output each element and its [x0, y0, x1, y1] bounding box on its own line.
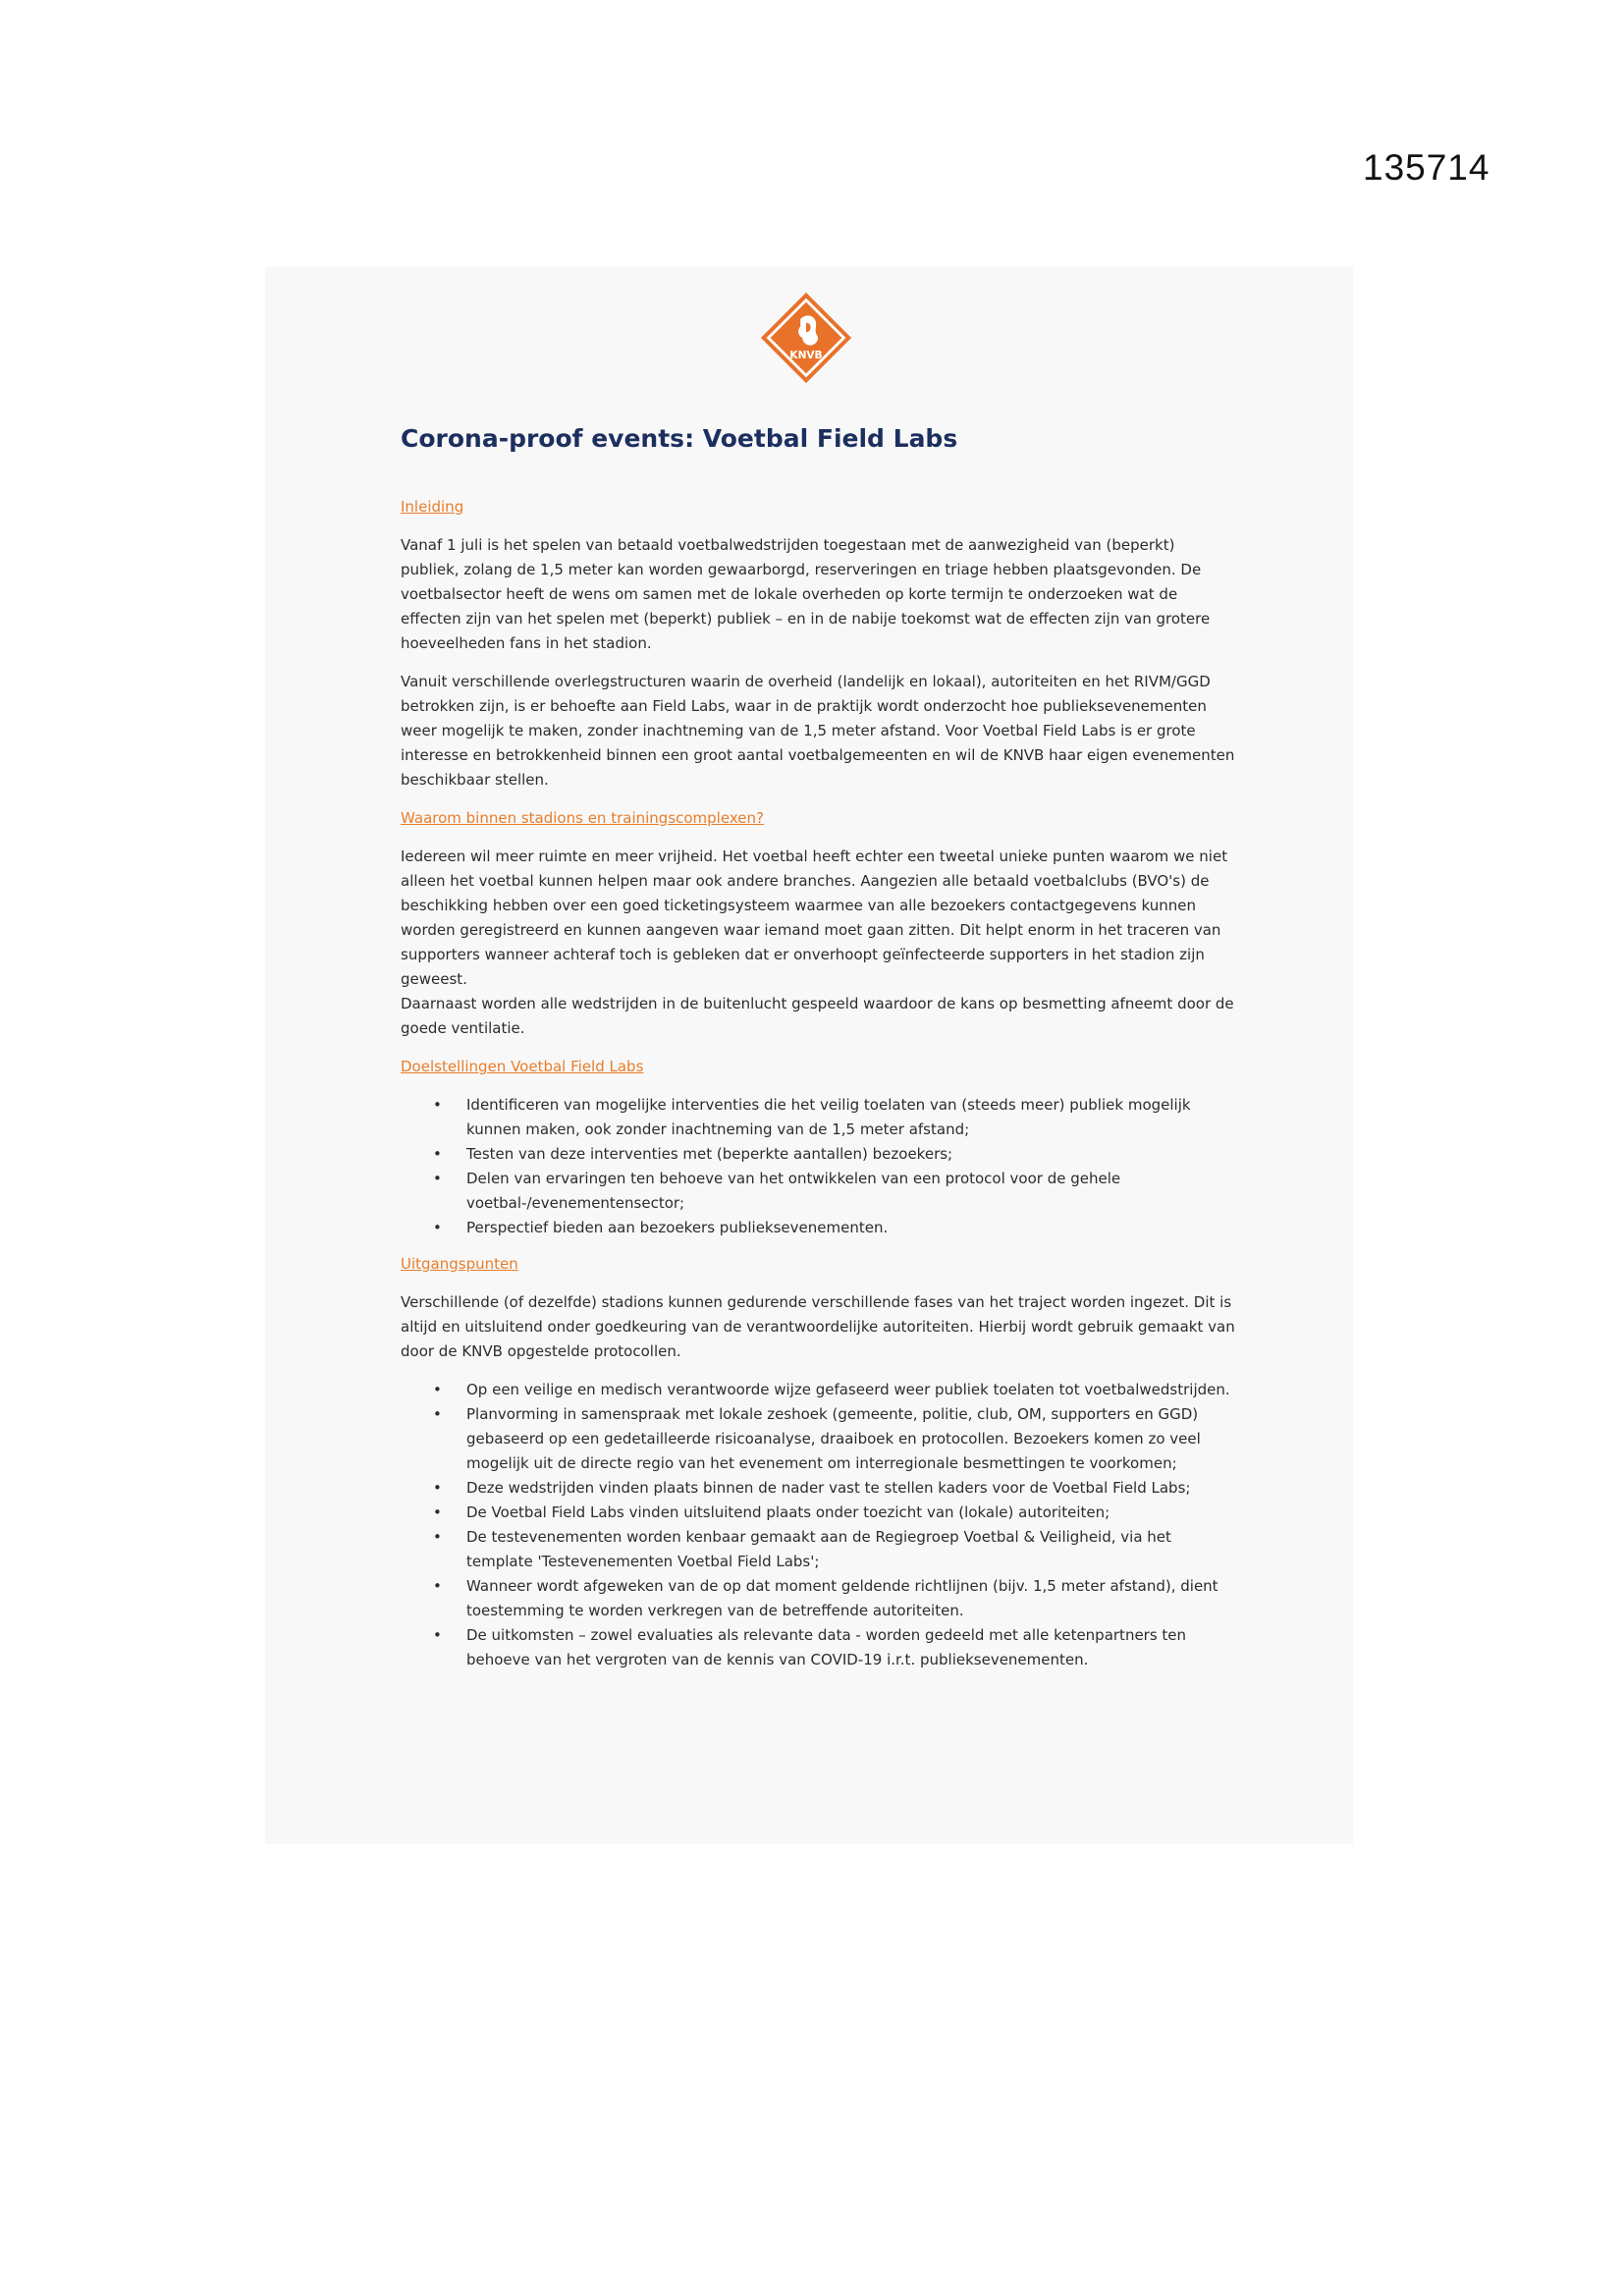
- waarom-paragraph-2: Daarnaast worden alle wedstrijden in de buitenlucht gespeeld waardoor de kans op besmetting afneemt door de goede ventilatie.: [401, 995, 1234, 1037]
- uitgangspunten-list: [401, 1378, 1237, 1672]
- list-item: • Testen van deze interventies met (beperkte aantallen) bezoekers;: [433, 1145, 953, 1163]
- list-item: • De Voetbal Field Labs vinden uitsluitend plaats onder toezicht van (lokale) autoriteiten;: [433, 1503, 1110, 1521]
- uitgangspunten-paragraph: Verschillende (of dezelfde) stadions kunnen gedurende verschillende fases van het traject worden ingezet. Dit is altijd en uitsluitend onder goedkeuring van de verantwoordelijke autoriteiten. Hierbij wordt gebruik gemaakt van door de KNVB opgestelde protocollen.: [401, 1293, 1235, 1360]
- list-item-text: Identificeren van mogelijke interventies die het veilig toelaten van (steeds meer) publiek mogelijk kunnen maken, ook zonder inachtneming van de 1,5 meter afstand;: [466, 1096, 1191, 1138]
- logo-text: KNVB: [789, 350, 823, 362]
- list-item-text: Wanneer wordt afgeweken van de op dat moment geldende richtlijnen (bijv. 1,5 meter afstand), dient toestemming te worden verkregen van de betreffende autoriteiten.: [466, 1577, 1218, 1619]
- heading-doelstellingen: Doelstellingen Voetbal Field Labs: [401, 1058, 644, 1075]
- list-item-text: Testen van deze interventies met (beperkte aantallen) bezoekers;: [466, 1145, 953, 1163]
- list-item-text: Op een veilige en medisch verantwoorde wijze gefaseerd weer publiek toelaten tot voetbalwedstrijden.: [466, 1381, 1230, 1398]
- list-item: • De testevenementen worden kenbaar gemaakt aan de Regiegroep Voetbal & Veiligheid, via het template 'Testevenementen Voetbal Field Labs';: [433, 1528, 1171, 1570]
- list-item: • Identificeren van mogelijke interventies die het veilig toelaten van (steeds meer) publiek mogelijk kunnen maken, ook zonder inachtneming van de 1,5 meter afstand;: [433, 1096, 1191, 1138]
- list-item-text: De testevenementen worden kenbaar gemaakt aan de Regiegroep Voetbal & Veiligheid, via het template 'Testevenementen Voetbal Field Labs';: [466, 1528, 1171, 1570]
- list-item-text: Planvorming in samenspraak met lokale zeshoek (gemeente, politie, club, OM, supporters en GGD) gebaseerd op een gedetailleerde risicoanalyse, draaiboek en protocollen. Bezoekers komen zo veel mogelijk uit de directe regio van het evenement om interregionale besmettingen te voorkomen;: [466, 1405, 1201, 1472]
- list-item: • Wanneer wordt afgeweken van de op dat moment geldende richtlijnen (bijv. 1,5 meter afstand), dient toestemming te worden verkregen van de betreffende autoriteiten.: [433, 1577, 1218, 1619]
- heading-waarom: Waarom binnen stadions en trainingscomplexen?: [401, 809, 764, 827]
- list-item: • Op een veilige en medisch verantwoorde wijze gefaseerd weer publiek toelaten tot voetbalwedstrijden.: [433, 1381, 1230, 1398]
- list-item-text: De Voetbal Field Labs vinden uitsluitend plaats onder toezicht van (lokale) autoriteiten;: [466, 1503, 1110, 1521]
- waarom-paragraph-1: Iedereen wil meer ruimte en meer vrijheid. Het voetbal heeft echter een tweetal unieke punten waarom we niet alleen het voetbal kunnen helpen maar ook andere branches. Aangezien alle betaald voetbalclubs (BVO's) de beschikking hebben over een goed ticketingsysteem waarmee van alle bezoekers contactgegevens kunnen worden geregistreerd en kunnen aangeven waar iemand moet gaan zitten. Dit helpt enorm in het traceren van supporters wanneer achteraf toch is gebleken dat er onverhoopt geïnfecteerde supporters in het stadion zijn geweest.: [401, 847, 1228, 988]
- list-item: • Planvorming in samenspraak met lokale zeshoek (gemeente, politie, club, OM, supporters en GGD) gebaseerd op een gedetailleerde risicoanalyse, draaiboek en protocollen. Bezoekers komen zo veel mogelijk uit de directe regio van het evenement om interregionale besmettingen te voorkomen;: [433, 1405, 1201, 1472]
- list-item-text: De uitkomsten – zowel evaluaties als relevante data - worden gedeeld met alle ketenpartners ten behoeve van het vergroten van de kennis van COVID-19 i.r.t. publieksevenementen.: [466, 1626, 1187, 1668]
- inleiding-paragraph-1: Vanaf 1 juli is het spelen van betaald voetbalwedstrijden toegestaan met de aanwezigheid van (beperkt) publiek, zolang de 1,5 meter kan worden gewaarborgd, reserveringen en triage hebben plaatsgevonden. De voetbalsector heeft de wens om samen met de lokale overheden op korte termijn te onderzoeken wat de effecten zijn van het spelen met (beperkt) publiek – en in de nabije toekomst wat de effecten zijn van grotere hoeveelheden fans in het stadion.: [401, 536, 1211, 652]
- list-item: • Deze wedstrijden vinden plaats binnen de nader vast te stellen kaders voor de Voetbal Field Labs;: [433, 1479, 1191, 1497]
- list-item-text: Deze wedstrijden vinden plaats binnen de nader vast te stellen kaders voor de Voetbal Field Labs;: [466, 1479, 1191, 1497]
- document-title: Corona-proof events: Voetbal Field Labs: [401, 424, 958, 453]
- list-item-text: Perspectief bieden aan bezoekers publieksevenementen.: [466, 1219, 889, 1236]
- document-body: [401, 422, 1237, 1684]
- knvb-logo: [759, 291, 853, 385]
- page-number: 135714: [1363, 147, 1490, 188]
- list-item: • De uitkomsten – zowel evaluaties als relevante data - worden gedeeld met alle ketenpartners ten behoeve van het vergroten van de kennis van COVID-19 i.r.t. publieksevenementen.: [433, 1626, 1187, 1668]
- list-item: • Delen van ervaringen ten behoeve van het ontwikkelen van een protocol voor de gehele voetbal-/evenementensector;: [433, 1170, 1121, 1212]
- list-item: • Perspectief bieden aan bezoekers publieksevenementen.: [433, 1219, 889, 1236]
- heading-uitgangspunten: Uitgangspunten: [401, 1255, 518, 1273]
- doelstellingen-list: [401, 1093, 1237, 1240]
- heading-inleiding: Inleiding: [401, 498, 464, 516]
- inleiding-paragraph-2: Vanuit verschillende overlegstructuren waarin de overheid (landelijk en lokaal), autoriteiten en het RIVM/GGD betrokken zijn, is er behoefte aan Field Labs, waar in de praktijk wordt onderzocht hoe publieksevenementen weer mogelijk te maken, zonder inachtneming van de 1,5 meter afstand. Voor Voetbal Field Labs is er grote interesse en betrokkenheid binnen een groot aantal voetbalgemeenten en wil de KNVB haar eigen evenementen beschikbaar stellen.: [401, 673, 1235, 789]
- list-item-text: Delen van ervaringen ten behoeve van het ontwikkelen van een protocol voor de gehele voetbal-/evenementensector;: [466, 1170, 1121, 1212]
